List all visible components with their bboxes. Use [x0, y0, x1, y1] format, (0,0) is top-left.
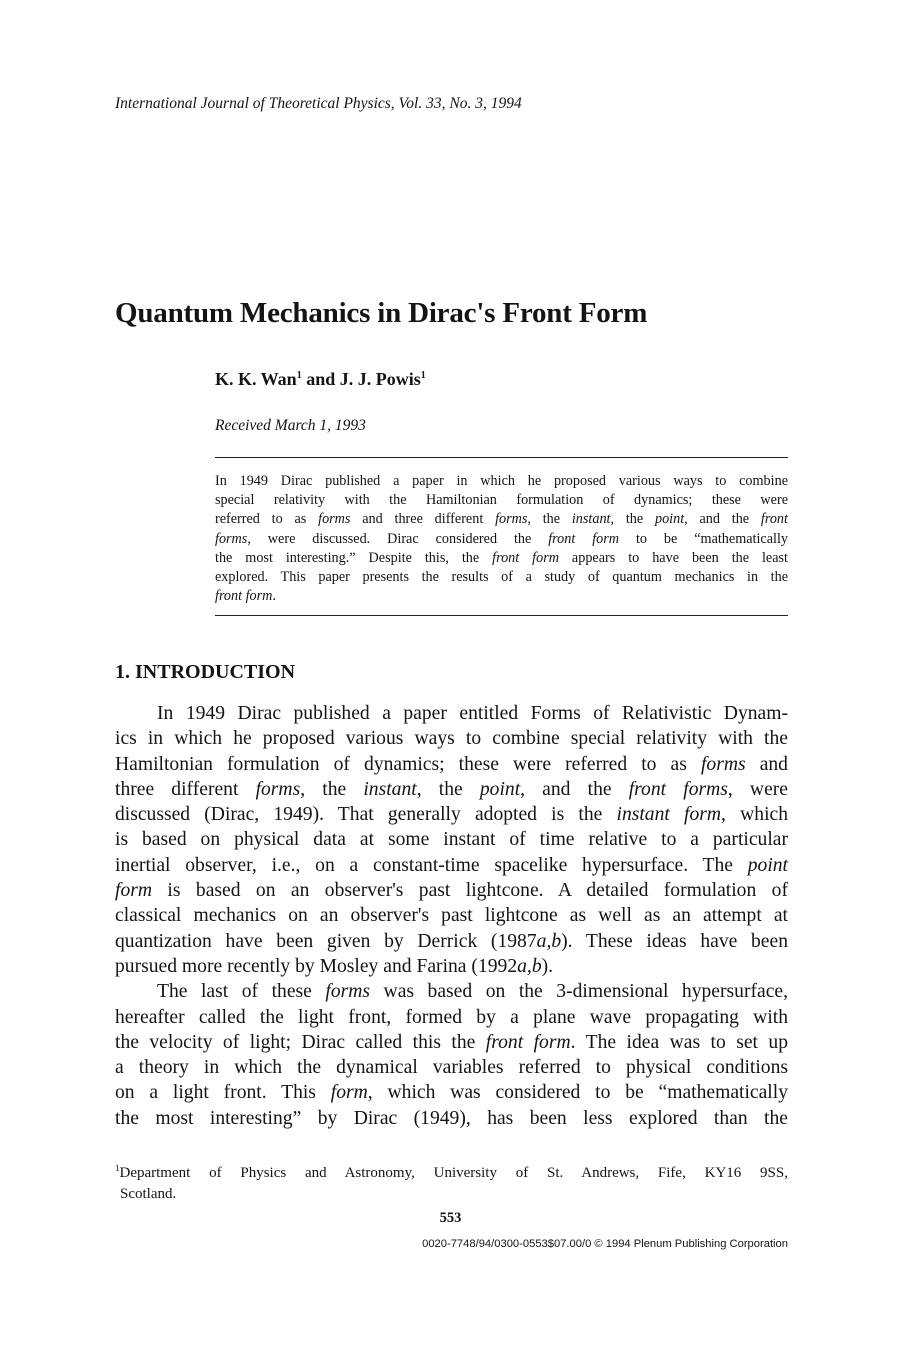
author-1: K. K. Wan	[215, 369, 297, 389]
italic-text: instant	[363, 778, 417, 800]
text-run: , were discussed. Dirac considered the	[247, 530, 549, 547]
italic-text: form	[115, 880, 153, 902]
italic-text: forms	[318, 511, 351, 528]
abstract	[215, 472, 788, 606]
footnote-affiliation: Department of Physics and Astronomy, University of St. Andrews, Fife, KY16 9SS,	[119, 1165, 788, 1181]
body-line	[115, 954, 788, 979]
footnote-line	[115, 1158, 788, 1184]
body-line	[115, 1005, 788, 1030]
body-line	[115, 802, 788, 827]
abstract-line	[215, 491, 788, 510]
italic-text: point	[747, 854, 788, 876]
italic-text: a,b	[536, 930, 562, 952]
body-line	[115, 752, 788, 777]
journal-citation: International Journal of Theoretical Physics, Vol. 33, No. 3, 1994	[115, 95, 522, 112]
italic-text: instant form	[616, 804, 722, 826]
author-separator: and	[301, 369, 340, 389]
italic-text: forms	[325, 981, 371, 1003]
text-run: special relativity with the Hamiltonian formulation of dynamics; these were	[215, 492, 788, 509]
received-date: Received March 1, 1993	[215, 417, 366, 434]
italic-text: front	[760, 511, 788, 528]
italic-text: forms	[700, 753, 746, 775]
text-run: is based on physical data at some instant of time relative to a particular	[115, 829, 788, 851]
text-run: and	[745, 753, 788, 775]
abstract-line	[215, 510, 788, 529]
body-line	[115, 701, 788, 726]
body-line	[115, 1055, 788, 1080]
italic-text: front form	[548, 530, 620, 547]
body-line	[115, 777, 788, 802]
text-run: The last of these	[157, 981, 326, 1003]
copyright-line: 0020-7748/94/0300-0553$07.00/0 © 1994 Plenum Publishing Corporation	[422, 1238, 788, 1250]
text-run: was based on the 3-dimensional hypersurface,	[370, 981, 788, 1003]
footnote-line: Scotland.	[120, 1186, 177, 1202]
text-run: , the	[300, 778, 364, 800]
text-run: ). These ideas have been	[561, 930, 788, 952]
section-heading-introduction: 1. INTRODUCTION	[115, 661, 296, 683]
text-run: hereafter called the light front, formed by a plane wave propagating with	[115, 1006, 788, 1028]
text-run: the velocity of light; Dirac called this the	[115, 1031, 486, 1053]
body-line	[115, 1106, 788, 1131]
abstract-line	[215, 530, 788, 549]
text-run: , the	[416, 778, 480, 800]
text-run: In 1949 Dirac published a paper entitled Forms of Relativistic Dynam-	[157, 703, 788, 724]
text-run: , which was considered to be “mathematically	[367, 1082, 788, 1104]
italic-text: a,b	[517, 955, 542, 977]
body-line	[115, 903, 788, 928]
abstract-top-rule	[215, 457, 788, 458]
text-run: pursued more recently by Mosley and Farina (1992	[115, 955, 518, 977]
text-run: Hamiltonian formulation of dynamics; these were referred to as	[115, 753, 701, 775]
text-run: and three different	[350, 511, 496, 528]
text-run: a theory in which the dynamical variables referred to physical conditions	[115, 1057, 788, 1079]
text-run: the most interesting” by Dirac (1949), has been less explored than the	[115, 1107, 788, 1129]
body-line	[115, 878, 788, 903]
text-run: .	[272, 588, 276, 605]
author-1-affiliation-mark: 1	[296, 370, 302, 381]
text-run: , and the	[684, 511, 761, 528]
text-run: is based on an observer's past lightcone. A detailed formulation of	[152, 880, 788, 902]
abstract-line	[215, 472, 788, 491]
text-run: classical mechanics on an observer's past lightcone as well as an attempt at	[115, 905, 788, 927]
abstract-line	[215, 587, 788, 606]
text-run: on a light front. This	[115, 1082, 331, 1104]
body-line	[115, 827, 788, 852]
footnote-mark: 1	[115, 1163, 120, 1173]
body-line	[115, 853, 788, 878]
text-run: , the	[610, 511, 655, 528]
author-2: J. J. Powis	[339, 369, 421, 389]
page-number: 553	[439, 1210, 462, 1226]
text-run: three different	[115, 778, 256, 800]
text-run: . The idea was to set up	[570, 1031, 788, 1053]
text-run: to be “mathematically	[619, 530, 788, 547]
body-line	[115, 1080, 788, 1105]
text-run: quantization have been given by Derrick (1987	[115, 930, 537, 952]
italic-text: point	[654, 511, 685, 528]
text-run: referred to as	[215, 511, 319, 528]
italic-text: front forms	[628, 778, 728, 800]
italic-text: front form	[485, 1031, 571, 1053]
italic-text: front form	[492, 549, 559, 566]
italic-text: forms	[215, 530, 248, 547]
author-2-affiliation-mark: 1	[420, 370, 426, 381]
text-run: In 1949 Dirac published a paper in which he proposed various ways to combine	[215, 473, 788, 489]
text-run: , the	[527, 511, 572, 528]
text-run: , were	[727, 778, 789, 800]
body-line	[115, 929, 788, 954]
text-run: discussed (Dirac, 1949). That generally adopted is the	[115, 804, 617, 826]
italic-text: forms	[255, 778, 301, 800]
text-run: , which	[721, 804, 789, 826]
footnote	[115, 1158, 788, 1205]
italic-text: front form	[215, 588, 273, 605]
text-run: , and the	[520, 778, 629, 800]
text-run: ).	[541, 955, 554, 977]
text-run: ics in which he proposed various ways to combine special relativity with the	[115, 728, 788, 750]
abstract-line	[215, 568, 788, 587]
body-line	[115, 979, 788, 1004]
abstract-line	[215, 549, 788, 568]
text-run: appears to have been the least	[558, 549, 788, 566]
paper-title: Quantum Mechanics in Dirac's Front Form	[115, 297, 648, 329]
text-run: inertial observer, i.e., on a constant-time spacelike hypersurface. The	[115, 854, 748, 876]
italic-text: form	[330, 1082, 368, 1104]
italic-text: point	[479, 778, 521, 800]
italic-text: instant	[571, 511, 611, 528]
authors	[215, 369, 426, 390]
body-line	[115, 726, 788, 751]
introduction-body	[115, 701, 788, 1131]
body-line	[115, 1030, 788, 1055]
text-run: the most interesting.” Despite this, the	[215, 549, 493, 566]
italic-text: forms	[495, 511, 528, 528]
abstract-bottom-rule	[215, 615, 788, 616]
text-run: explored. This paper presents the results of a study of quantum mechanics in the	[215, 569, 788, 586]
